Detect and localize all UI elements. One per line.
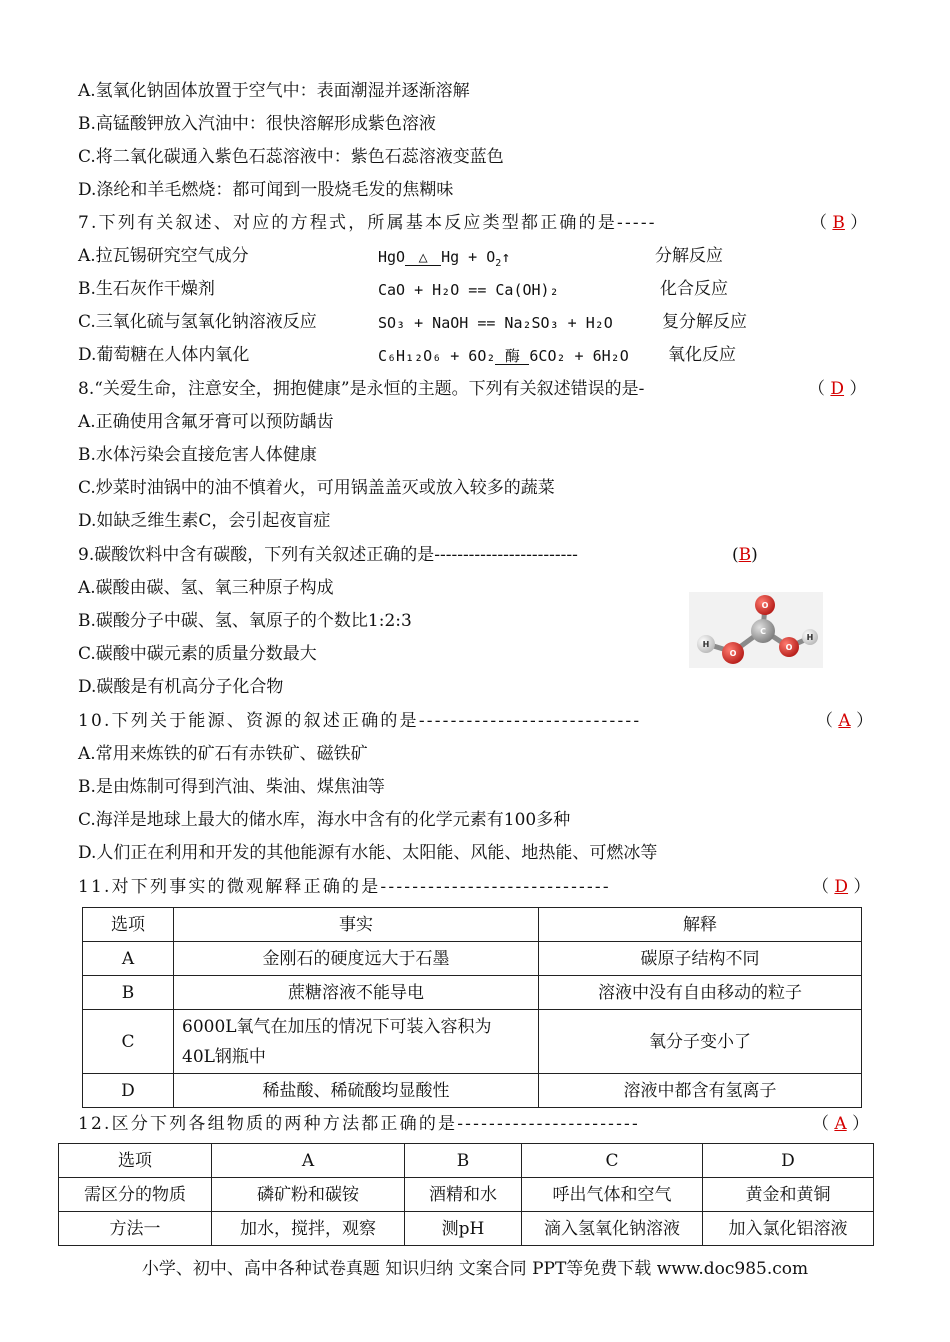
q7-row-b-equation: CaO + H₂O == Ca(OH)₂	[378, 281, 559, 299]
hydrogen-label-left: H	[702, 640, 710, 649]
q7-row-b-label: B.生石灰作干燥剂	[78, 279, 215, 299]
q7-row-c-label: C.三氧化硫与氢氧化钠溶液反应	[78, 312, 317, 332]
q6-option-b: B.高锰酸钾放入汽油中：很快溶解形成紫色溶液	[78, 114, 436, 134]
q11-row-b-option: B	[83, 976, 174, 1010]
q11-row-d-explanation: 溶液中都含有氢离子	[539, 1074, 862, 1108]
oxygen-label-left: O	[729, 649, 737, 658]
q8-answer-box: （ D ）	[808, 379, 867, 399]
table-row	[83, 1010, 862, 1074]
table-row	[83, 976, 862, 1010]
q11-row-c-explanation: 氧分子变小了	[539, 1010, 862, 1074]
q12-row2-c: 滴入氢氧化钠溶液	[522, 1212, 703, 1246]
q11-row-c-fact	[174, 1010, 539, 1074]
page-footer: 小学、初中、高中各种试卷真题 知识归纳 文案合同 PPT等免费下载 www.doc985.com	[141, 1259, 809, 1279]
q7-row-a-eq-left: HgO	[378, 248, 406, 266]
q11-table	[82, 907, 862, 1108]
q9-option-c: C.碳酸中碳元素的质量分数最大	[78, 644, 317, 664]
q7-row-a-type: 分解反应	[655, 246, 723, 266]
q10-answer: A	[838, 711, 851, 731]
table-row	[59, 1212, 874, 1246]
q11-row-c-fact-line2: 40L钢瓶中	[182, 1046, 266, 1067]
q12-answer: A	[834, 1114, 847, 1134]
table-row	[83, 1074, 862, 1108]
q10-option-a: A.常用来炼铁的矿石有赤铁矿、磁铁矿	[78, 744, 368, 764]
q8-stem: 8.“关爱生命，注意安全，拥抱健康”是永恒的主题。下列有关叙述错误的是-	[78, 379, 645, 399]
q10-option-c: C.海洋是地球上最大的储水库，海水中含有的化学元素有100多种	[78, 810, 571, 830]
q7-row-a-equation	[378, 246, 510, 275]
q9-answer-box: (B)	[732, 545, 758, 565]
q12-header-d: D	[703, 1144, 874, 1178]
q12-row1-b: 酒精和水	[405, 1178, 522, 1212]
q11-answer: D	[834, 877, 849, 897]
q12-row2-label: 方法一	[59, 1212, 212, 1246]
q12-row2-b: 测pH	[405, 1212, 522, 1246]
q11-row-b-explanation: 溶液中没有自由移动的粒子	[539, 976, 862, 1010]
q11-row-a-fact: 金刚石的硬度远大于石墨	[174, 942, 539, 976]
q7-row-a-eq-right: Hg + O	[441, 248, 496, 266]
q9-option-b: B.碳酸分子中碳、氢、氧原子的个数比1:2:3	[78, 611, 412, 631]
q11-row-a-explanation: 碳原子结构不同	[539, 942, 862, 976]
q11-row-b-fact: 蔗糖溶液不能导电	[174, 976, 539, 1010]
q8-option-b: B.水体污染会直接危害人体健康	[78, 445, 317, 465]
q12-answer-box: （ A ）	[812, 1114, 870, 1134]
q7-answer: B	[832, 213, 845, 233]
oxygen-label-right: O	[785, 643, 793, 652]
q6-option-a: A.氢氧化钠固体放置于空气中：表面潮湿并逐渐溶解	[78, 81, 470, 101]
q11-stem: 11.对下列事实的微观解释正确的是-----------------------------	[78, 877, 611, 897]
q12-row1-c: 呼出气体和空气	[522, 1178, 703, 1212]
carbonic-acid-molecule-image	[689, 592, 823, 668]
q12-header-option: 选项	[59, 1144, 212, 1178]
q6-option-c: C.将二氧化碳通入紫色石蕊溶液中：紫色石蕊溶液变蓝色	[78, 147, 504, 167]
carbon-label: C	[760, 627, 766, 636]
q11-answer-box: （ D ）	[812, 877, 871, 897]
q7-row-d-eq-left: C₆H₁₂O₆ + 6O₂	[378, 347, 496, 365]
q9-option-a: A.碳酸由碳、氢、氧三种原子构成	[78, 578, 334, 598]
q6-option-d: D.涤纶和羊毛燃烧：都可闻到一股烧毛发的焦糊味	[78, 180, 454, 200]
hydrogen-label-right: H	[806, 633, 814, 642]
q12-table-header-row	[59, 1144, 874, 1178]
q9-stem: 9.碳酸饮料中含有碳酸，下列有关叙述正确的是-------------------------	[78, 545, 578, 565]
q12-table	[58, 1143, 874, 1246]
q9-answer: B	[738, 545, 752, 565]
q7-row-a-eq-condition: △	[405, 249, 441, 266]
q7-row-c-type: 复分解反应	[662, 312, 747, 332]
q12-row1-label: 需区分的物质	[59, 1178, 212, 1212]
q8-option-c: C.炒菜时油锅中的油不慎着火，可用锅盖盖灭或放入较多的蔬菜	[78, 478, 555, 498]
q7-row-a-label: A.拉瓦锡研究空气成分	[78, 246, 249, 266]
q10-stem: 10.下列关于能源、资源的叙述正确的是----------------------------	[78, 711, 642, 731]
q7-row-c-equation: SO₃ + NaOH == Na₂SO₃ + H₂O	[378, 314, 613, 332]
q7-row-a-eq-sub: 2	[495, 258, 502, 269]
q8-option-d: D.如缺乏维生素C，会引起夜盲症	[78, 511, 331, 531]
q11-header-option: 选项	[83, 908, 174, 942]
q12-row1-d: 黄金和黄铜	[703, 1178, 874, 1212]
q8-answer: D	[830, 379, 845, 399]
q12-row1-a: 磷矿粉和碳铵	[212, 1178, 405, 1212]
q12-row2-a: 加水，搅拌，观察	[212, 1212, 405, 1246]
q7-row-d-eq-right: 6CO₂ + 6H₂O	[529, 347, 629, 365]
q7-stem	[78, 212, 657, 234]
q12-header-b: B	[405, 1144, 522, 1178]
q11-row-d-option: D	[83, 1074, 174, 1108]
q11-row-a-option: A	[83, 942, 174, 976]
q11-row-c-fact-line1: 6000L氧气在加压的情况下可装入容积为	[182, 1016, 492, 1037]
q11-header-fact: 事实	[174, 908, 539, 942]
table-row	[59, 1178, 874, 1212]
q11-row-d-fact: 稀盐酸、稀硫酸均显酸性	[174, 1074, 539, 1108]
q8-option-a: A.正确使用含氟牙膏可以预防龋齿	[78, 412, 334, 432]
q10-answer-box: （ A ）	[816, 711, 874, 731]
q7-row-d-eq-condition: 酶	[495, 348, 529, 365]
q10-option-b: B.是由炼制可得到汽油、柴油、煤焦油等	[78, 777, 385, 797]
table-row	[83, 942, 862, 976]
q12-header-c: C	[522, 1144, 703, 1178]
q7-row-d-label: D.葡萄糖在人体内氧化	[78, 345, 250, 365]
q7-row-d-type: 氧化反应	[668, 345, 736, 365]
q12-header-a: A	[212, 1144, 405, 1178]
q11-row-c-option: C	[83, 1010, 174, 1074]
q10-option-d: D.人们正在利用和开发的其他能源有水能、太阳能、风能、地热能、可燃冰等	[78, 843, 658, 863]
q12-row2-d: 加入氯化铝溶液	[703, 1212, 874, 1246]
q7-stem-text: 7.下列有关叙述、对应的方程式，所属基本反应类型都正确的是-----	[78, 213, 657, 233]
q9-option-d: D.碳酸是有机高分子化合物	[78, 677, 284, 697]
q7-answer-box: （ B ）	[810, 213, 868, 233]
q7-row-d-equation	[378, 345, 629, 367]
q11-header-explanation: 解释	[539, 908, 862, 942]
oxygen-label-top: O	[761, 601, 769, 610]
q12-stem: 12.区分下列各组物质的两种方法都正确的是-----------------------	[78, 1114, 640, 1134]
q7-row-a-eq-tail: ↑	[501, 248, 511, 266]
q11-table-header-row	[83, 908, 862, 942]
q7-row-b-type: 化合反应	[660, 279, 728, 299]
